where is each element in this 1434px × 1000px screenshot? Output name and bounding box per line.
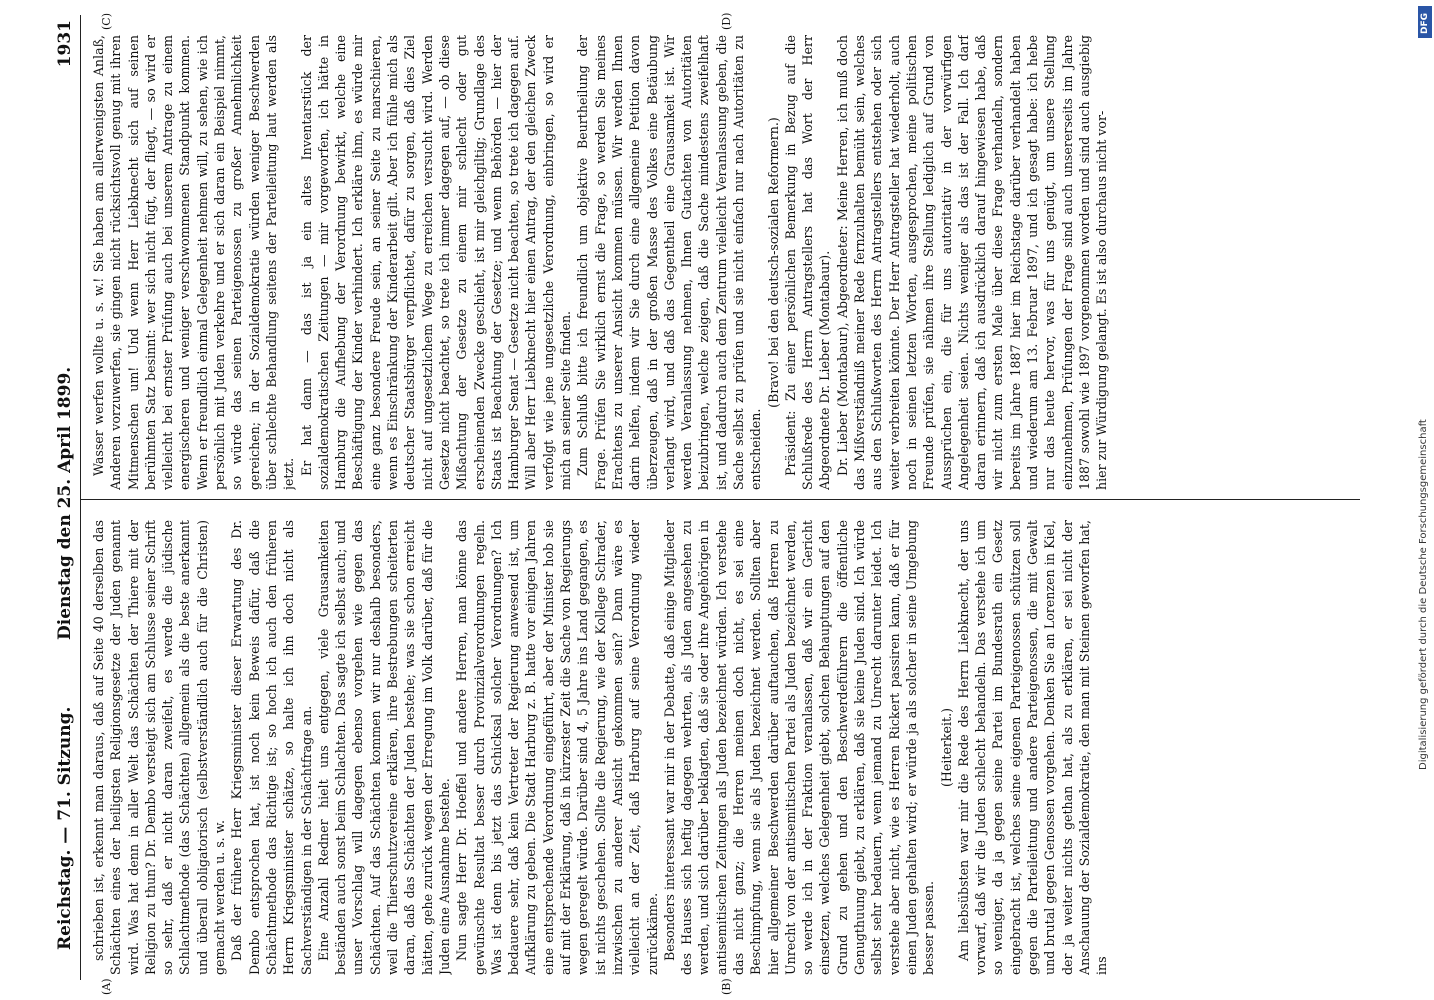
margin-mark-b: (B) bbox=[720, 978, 733, 995]
header-left: Reichstag. — 71. Sitzung. bbox=[55, 706, 75, 950]
paragraph: Wasser werfen wollte u. s. w.! Sie haben am allerwenigsten Anlaß, Anderen vorzuwerfen, sie gingen nicht rücksichtsvoll genug mit ihren Mitmenschen um! Und wenn Herr Liebknecht sich auf seinen berühmten Satz besinnt: wer sich nicht fügt, der fliegt, — so wird er vielleicht bei ernster Prüfung auch bei unserem Antrage zu einem energischeren und weniger verschwommenen Standpunkt kommen. Wenn er freundlich einmal Gelegenheit nehmen will, zu sehen, wie ich persönlich mit Juden verkehre und er sich daran ein Beispiel nimmt, so würde das seinen Parteigenossen zu großer Annehmlichkeit gereichen; in der Sozialdemokratie würden weniger Beschwerden über schlechte Behandlung seitens der Parteileitung laut werden als jetzt. bbox=[91, 35, 297, 490]
digitization-note: Digitalisierung gefördert durch die Deutsche Forschungsgemeinschaft bbox=[1418, 419, 1429, 770]
paragraph: Dr. Lieber (Montabaur), Abgeordneter: Meine Herren, ich muß doch das Mißverständniß meiner Rede fernzuhalten bemüht sein, welches aus den Schlußworten des Herrn Antragstellers entstehen oder sich weiter verbreiten könnte. Der Herr Antragsteller hat wiederholt, auch noch in seinen letzten Worten, ausgesprochen, meine politischen Freunde prüfen, sie nähmen ihre Stellung lediglich auf Grund von Aussprüchen ein, die für uns autoritativ in der vorwürfigen Angelegenheit seien. Nichts weniger als das ist der Fall. Ich darf daran erinnern, daß ich ausdrücklich darauf hingewiesen habe, daß wir nicht zum ersten Male über diese Frage verhandeln, sondern bereits im Jahre 1887 hier im Reichstage darüber verhandelt haben und wiederum am 13. Februar 1897, und ich gesagt habe: ich hebe nur das heute hervor, was für uns genügt, um unsere Stellung einzunehmen, Prüfungen der Frage sind auch unsererseits im Jahre 1887 sowohl wie 1897 vorgenommen worden und sind auch ausgiebig hier zur Würdigung gelangt. Es ist also durchaus nicht vor- bbox=[834, 35, 1110, 490]
interjection: (Heiterkeit.) bbox=[938, 708, 954, 787]
paragraph: Eine Anzahl Redner hielt uns entgegen, viele Grausamkeiten beständen auch sonst beim Schlachten. Das sagte ich selbst auch; und unser Vorschlag will dagegen ebenso vorgehen wie gegen das Schächten. Auf das Schächten kommen wir nur deshalb besonders, weil die Thierschutzvereine erklären, ihre Bestrebungen scheiterten daran, daß das Schächten der Juden bestehe; was sie schon erreicht hätten, gehe zurück wegen der Erregung im Volk darüber, daß für die Juden eine Ausnahme bestehe. bbox=[315, 520, 452, 975]
page-number: 1931 bbox=[55, 20, 75, 68]
paragraph: Nun sagte Herr Dr. Hoeffel und andere Herren, man könne das gewünschte Resultat besser durch Provinzialverordnungen regeln. Was ist denn bis jetzt das Schicksal solcher Verordnungen? Ich bedauere sehr, daß kein Vertreter der Regierung anwesend ist, um Aufklärung zu geben. Die Stadt Harburg z. B. hatte vor einigen Jahren eine entsprechende Verordnung eingeführt, aber der Minister hob sie auf mit der Erklärung, daß in kürzester Zeit die Sache von Regierungs wegen geregelt würde. Darüber sind 4, 5 Jahre ins Land gegangen, es ist nichts geschehen. Sollte die Regierung, wie der Kollege Schrader, inzwischen zu anderer Ansicht gekommen sein? Dann wäre es vielleicht an der Zeit, daß Harburg auf seine Verordnung wieder zurückkäme. bbox=[454, 520, 660, 975]
paragraph: Zum Schluß bitte ich freundlich um objektive Beurtheilung der Frage. Prüfen Sie wirklich ernst die Frage, so werden Sie meines Erachtens zu unserer Ansicht kommen müssen. Wir werden Ihnen darin helfen, indem wir Sie durch eine allgemeine Petition davon überzeugen, daß in der großen Masse des Volkes eine Betäubung verlangt wird, und daß das Gegentheil eine Grausamkeit ist. Wir werden Veranlassung nehmen, Ihnen Gutachten von Autoritäten beizubringen, welche zeigen, daß die Sache mindestens zweifelhaft ist, und dadurch auch dem Zentrum vielleicht Veranlassung geben, die Sache selbst zu prüfen und sie nicht einfach nur nach Autoritäten zu entscheiden. bbox=[575, 35, 764, 490]
margin-mark-d: (D) bbox=[720, 12, 733, 30]
dfg-logo: DFG bbox=[1418, 6, 1432, 38]
paragraph: Am liebsübsten war mir die Rede des Herrn Liebknecht, der uns vorwarf, daß wir die Juden schlecht behandeln. Das verstehe ich um so weniger, da ja gegen seine Partei im Bundesrath ein Gesetz eingebracht ist, welches seine eigenen Parteigenossen schützen soll gegen die Parteileitung und andere Parteigenossen, die mit Gewalt und brutal gegen Genossen vorgehen. Denken Sie an Lorenzen in Kiel, der ja weiter nichts gethan hat, als zu erklären, er sei nicht der Anschauung der Sozialdemokratie, den man mit Steinen geworfen hat, ins bbox=[955, 520, 1110, 975]
header-date: Dienstag den 25. April 1899. bbox=[55, 366, 75, 640]
left-column bbox=[90, 520, 1350, 975]
column-divider bbox=[80, 499, 1360, 500]
paragraph: Daß der frühere Herr Kriegsminister dieser Erwartung des Dr. Dembo entsprochen hat, ist noch kein Beweis dafür, daß die Schächtmethode das Richtige ist; so hoch ich auch den früheren Herrn Kriegsminister schätze, so halte ich ihn doch nicht als Sachverständigen in der Schächtfrage an. bbox=[229, 520, 314, 975]
right-column bbox=[90, 35, 1350, 490]
paragraph: Besonders interessant war mir in der Debatte, daß einige Mitglieder des Hauses sich heftig dagegen wehrten, als Juden angesehen zu werden, und sich darüber beklagten, daß sie oder ihre Angehörigen in antisemitischen Zeitungen als Juden bezeichnet würden. Ich verstehe das nicht ganz; die Herren meinen doch nicht, es sei eine Beschimpfung, wenn sie als Juden bezeichnet werden. Sollten aber hier allgemeiner Beschwerden darüber auftauchen, daß Herren zu Unrecht von der antisemitischen Partei als Juden bezeichnet werden, so werde ich in der Fraktion veranlassen, daß wir ein Gericht einsetzen, welches Gelegenheit giebt, solchen Behauptungen auf den Grund zu gehen und den Beschwerdeführern die öffentliche Genugthuung giebt, zu erklären, daß sie keine Juden sind. Ich würde selbst sehr bedauern, wenn jemand zu Unrecht darunter leidet. Ich verstehe aber nicht, wie es Herren Rickert passiren kann, daß er für einen Juden gehalten wird; er würde ja als solcher in seine Umgebung besser passen. bbox=[661, 520, 937, 975]
interjection: (Bravo! bei den deutsch-sozialen Reformern.) bbox=[765, 117, 781, 408]
margin-mark-c: (C) bbox=[100, 13, 113, 30]
paragraph: schrieben ist, erkennt man daraus, daß auf Seite 40 derselben das Schächten eines der heiligsten Religionsgesetze der Juden genannt wird. Was hat denn in aller Welt das Schächten der Thiere mit der Religion zu thun? Dr. Dembo versteigt sich am Schlusse seiner Schrift so sehr, daß er nicht daran zweifelt, es werde die jüdische Schlachtmethode (das Schächten) allgemein als die beste anerkannt und überall obligatorisch (selbstverständlich auch für die Christen) gemacht werden u. s. w. bbox=[91, 520, 228, 975]
paragraph: Er hat dann — das ist ja ein altes Inventarstück der sozialdemokratischen Zeitungen — mir vorgeworfen, ich hätte in Hamburg die Aufhebung der Verordnung bewirkt, welche eine Beschäftigung der Kinder verhindert. Ich erkläre ihm, es würde mir eine ganz besondere Freude sein, an seiner Seite zu marschieren, wenn es Einschränkung der Kinderarbeit gilt. Aber ich fühle mich als deutscher Staatsbürger verpflichtet, dafür zu sorgen, daß dies Ziel nicht auf ungesetzlichem Wege zu erreichen versucht wird. Werden Gesetze nicht beachtet, so trete ich immer dagegen auf, — ob diese Mißachtung der Gesetze zu einem mir schlecht oder gut erscheinenden Zwecke geschieht, ist mir gleichgiltig; Grundlage des Staats ist Beachtung der Gesetze; und wenn Behörden — hier der Hamburger Senat — Gesetze nicht beachten, so trete ich dagegen auf. Will aber Herr Liebknecht hier einen Antrag, der den gleichen Zweck verfolgt wie jene ungesetzliche Verordnung, einbringen, so wird er mich an seiner Seite finden. bbox=[298, 35, 574, 490]
page-header bbox=[50, 15, 80, 980]
paragraph: Präsident: Zu einer persönlichen Bemerkung in Bezug auf die Schlußrede des Herrn Antragstellers hat das Wort der Herr Abgeordnete Dr. Lieber (Montabaur). bbox=[782, 35, 833, 490]
margin-mark-a: (A) bbox=[100, 978, 113, 995]
header-rule bbox=[80, 15, 81, 980]
